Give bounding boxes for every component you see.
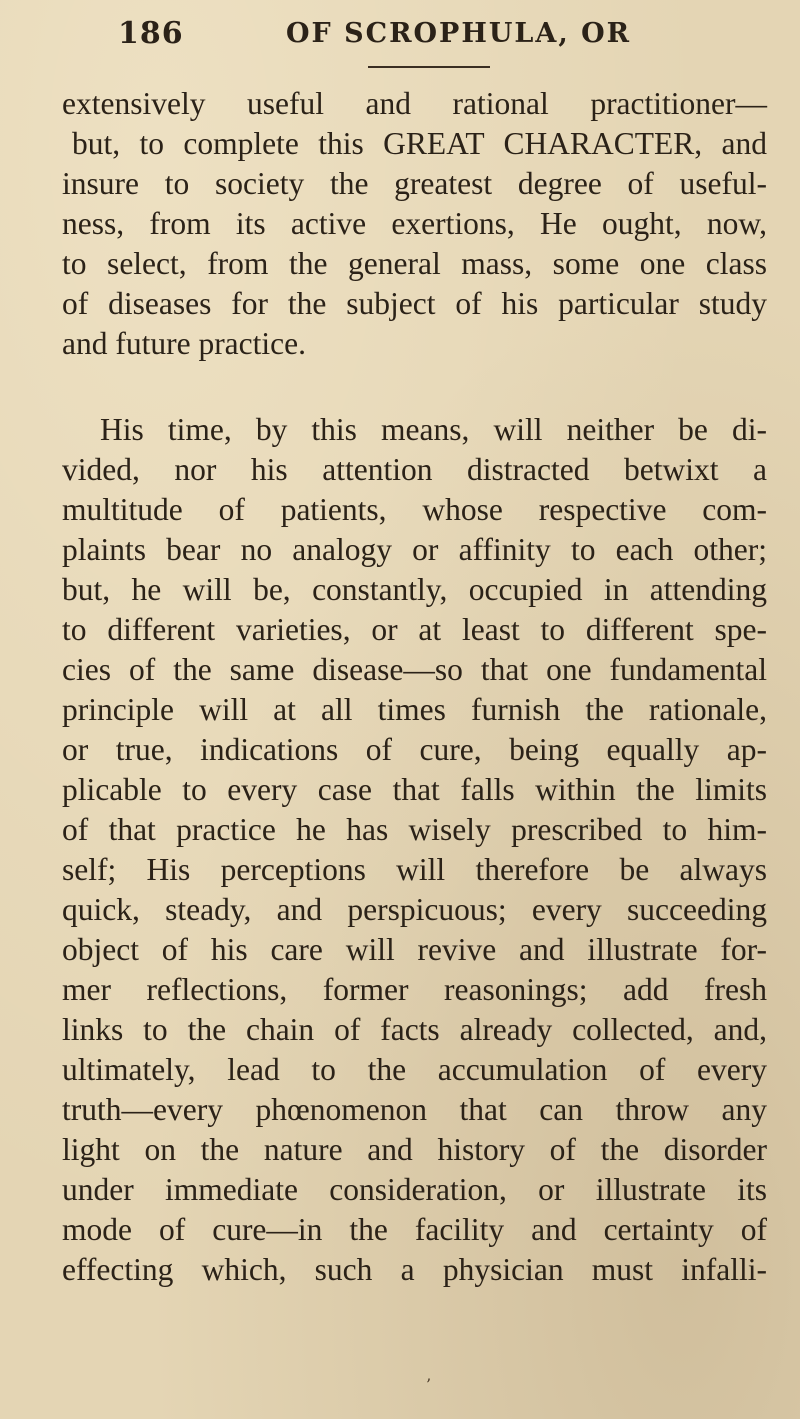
text-line: and future practice. [62,326,306,361]
page-header [118,12,718,68]
text-line: insure to society the greatest degree of useful- [62,166,767,201]
paragraph-gap [62,364,767,410]
text-line: plicable to every case that falls within the limits [62,772,767,807]
running-head: OF SCROPHULA, OR [286,18,632,49]
text-line: of diseases for the subject of his particular study [62,286,767,321]
header-rule [368,66,490,68]
paragraph-1 [62,84,767,364]
footer-mark: ’ [426,1375,432,1394]
text-line: links to the chain of facts already collected, and, [62,1012,767,1047]
text-line: multitude of patients, whose respective com- [62,492,767,527]
page-number: 186 [118,16,184,51]
text-line: quick, steady, and perspicuous; every succeeding [62,892,767,927]
text-line: object of his care will revive and illustrate for- [62,932,767,967]
text-line: cies of the same disease—so that one fundamental [62,652,767,687]
text-line: but, to complete this GREAT CHARACTER, and [72,126,767,161]
text-line: plaints bear no analogy or affinity to each other; [62,532,767,567]
text-line: to select, from the general mass, some one class [62,246,767,281]
text-line: truth—every phœnomenon that can throw any [62,1092,767,1127]
text-line: principle will at all times furnish the rationale, [62,692,767,727]
text-line: light on the nature and history of the disorder [62,1132,767,1167]
body-text [62,84,767,1290]
text-line: effecting which, such a physician must infalli- [62,1252,767,1287]
paragraph-2 [62,410,767,1290]
text-line: extensively useful and rational practitioner— [62,86,767,121]
text-line: or true, indications of cure, being equally ap- [62,732,767,767]
text-line: to different varieties, or at least to different spe- [62,612,767,647]
text-line: ultimately, lead to the accumulation of every [62,1052,767,1087]
text-line: mer reflections, former reasonings; add fresh [62,972,767,1007]
text-line: self; His perceptions will therefore be always [62,852,767,887]
text-line: vided, nor his attention distracted betwixt a [62,452,767,487]
text-line: ness, from its active exertions, He ought, now, [62,206,767,241]
text-line: His time, by this means, will neither be di- [100,412,767,447]
text-line: mode of cure—in the facility and certainty of [62,1212,767,1247]
text-line: but, he will be, constantly, occupied in attending [62,572,767,607]
text-line: under immediate consideration, or illustrate its [62,1172,767,1207]
text-line: of that practice he has wisely prescribed to him- [62,812,767,847]
